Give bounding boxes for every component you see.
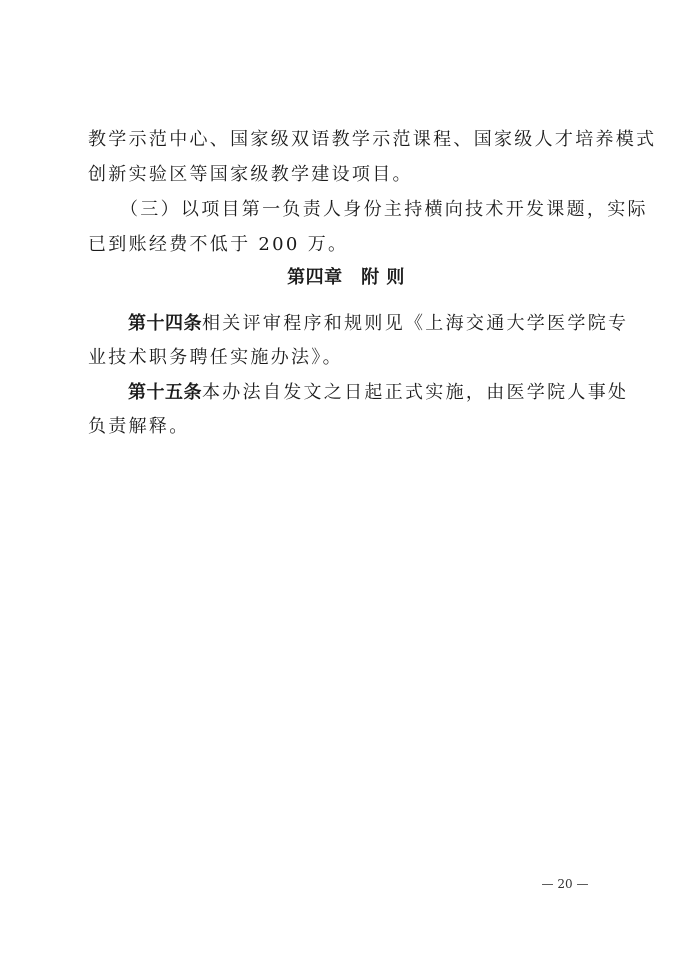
article15-text: 本办法自发文之日起正式实施，由医学院人事处 [202,382,629,403]
para2-line1: （三）以项目第一负责人身份主持横向技术开发课题，实际 [120,199,648,220]
article14-text: 相关评审程序和规则见《上海交通大学医学院专 [202,313,629,334]
article15-label: 第十五条 [128,382,202,403]
article15-line1 [128,381,629,405]
article14-label: 第十四条 [128,313,202,334]
para2-line2: 已到账经费不低于 200 万。 [88,234,349,255]
para1-line2: 创新实验区等国家级教学建设项目。 [88,164,413,185]
article15-line2: 负责解释。 [88,416,190,437]
article14-line1 [128,312,629,336]
para1-line1: 教学示范中心、国家级双语教学示范课程、国家级人才培养模式 [88,129,657,150]
chapter-heading: 第四章 附 则 [287,267,405,288]
article14-line2: 业技术职务聘任实施办法》。 [88,347,343,368]
page-number: — 20 — [541,877,589,891]
